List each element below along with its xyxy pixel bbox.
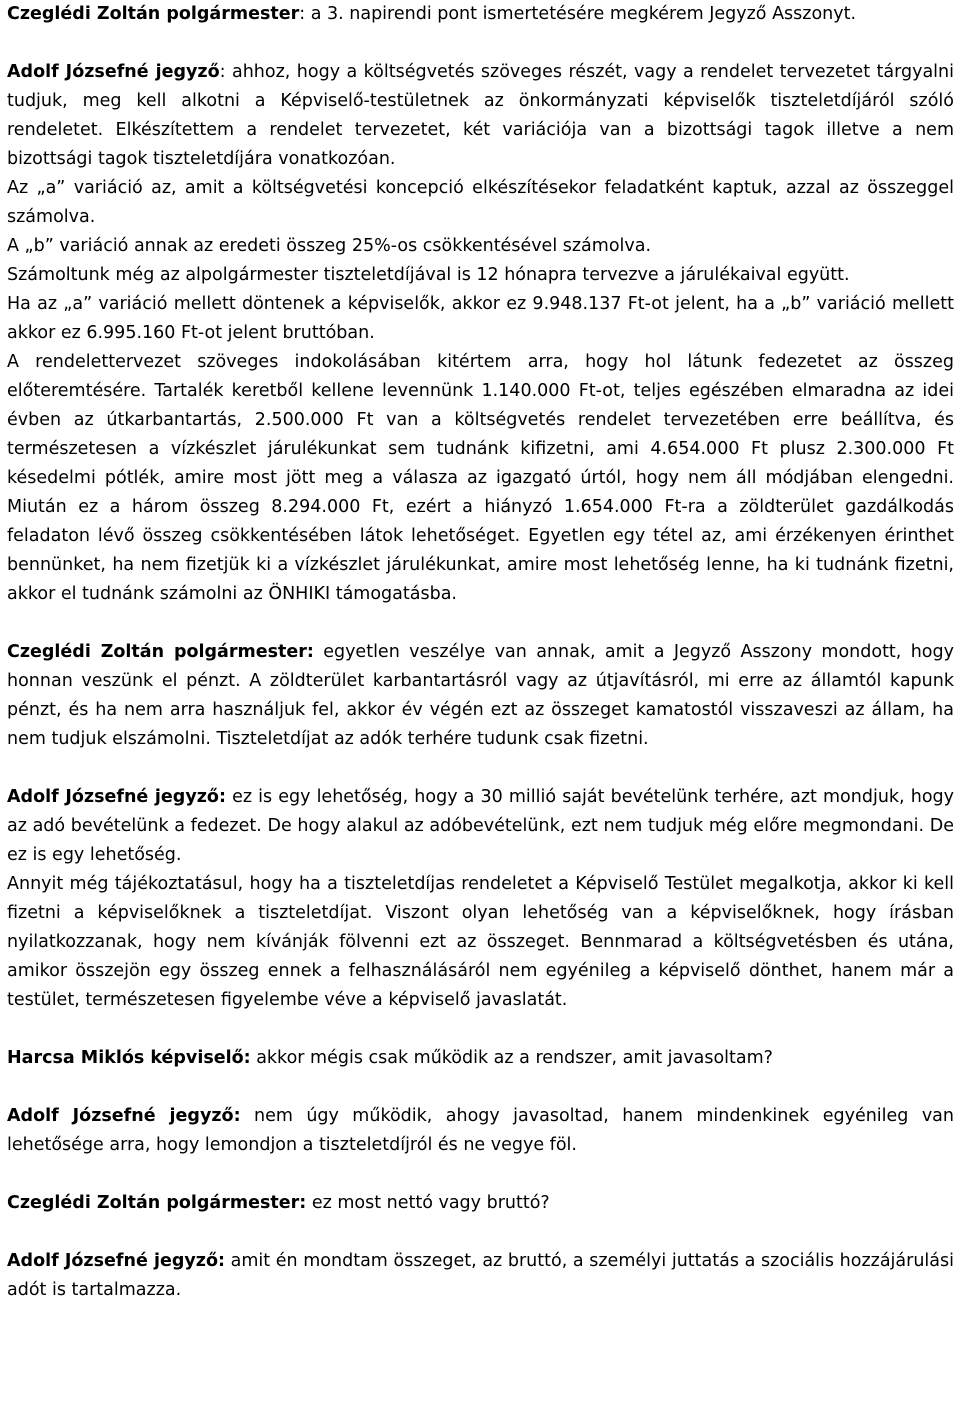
paragraph-text: nem úgy működik, ahogy javasoltad, hanem mindenkinek egyénileg van lehetősége arra, hogy lemondjon a tiszteletdíjról és ne vegye föl. [7, 1106, 954, 1155]
paragraph-text: Annyit még tájékoztatásul, hogy ha a tiszteletdíjas rendeletet a Képviselő Testület megalkotja, akkor ki kell fizetni a képviselőknek a tiszteletdíjat. Viszont olyan lehetőség van a képviselőknek, hogy írásban nyilatkozzanak, hogy nem kívánják fölvenni ezt az összeget. Bennmarad a költségvetésben és utána, amikor összejön egy összeg ennek a felhasználásáról nem egyénileg a képviselő dönthet, hanem már a testület, természetesen figyelembe véve a képviselő javaslatát. [7, 874, 954, 1010]
paragraph-text: A „b” variáció annak az eredeti összeg 25%-os csökkentésével számolva. [7, 236, 652, 256]
paragraph-4 [7, 232, 954, 261]
paragraph-10 [7, 870, 954, 1015]
paragraph-text: : a 3. napirendi pont ismertetésére megkérem Jegyző Asszonyt. [299, 4, 857, 24]
speaker-name: Adolf Józsefné jegyző: [7, 1106, 241, 1126]
paragraph-3 [7, 174, 954, 232]
speaker-name: Czeglédi Zoltán polgármester: [7, 1193, 307, 1213]
speaker-name: Adolf Józsefné jegyző: [7, 1251, 225, 1271]
speaker-name: Czeglédi Zoltán polgármester: [7, 642, 314, 662]
paragraph-9 [7, 783, 954, 870]
paragraph-text: A rendelettervezet szöveges indokolásában kitértem arra, hogy hol látunk fedezetet az összeg előteremtésére. Tartalék keretből kellene levennünk 1.140.000 Ft-ot, teljes egészében elmaradna az idei évben az útkarbantartás, 2.500.000 Ft van a költségvetés rendelet tervezetében erre beállítva, és természetesen a vízkészlet járulékunkat sem tudnánk kifizetni, ami 4.654.000 Ft plusz 2.300.000 Ft késedelmi pótlék, amire most jött meg a válasza az igazgató úrtól, hogy nem áll módjában elengedni. Miután ez a három összeg 8.294.000 Ft, ezért a hiányzó 1.654.000 Ft-ra a zöldterület gazdálkodás feladaton lévő összeg csökkentésében látok lehetőséget. Egyetlen egy tétel az, ami érzékenyen érinthet bennünket, ha nem fizetjük ki a vízkészlet járulékunkat, amire most lehetőség lenne, ha ki tudnánk fizetni, akkor el tudnánk számolni az ÖNHIKI támogatásba. [7, 352, 954, 604]
paragraph-6 [7, 290, 954, 348]
paragraph-8 [7, 638, 954, 754]
paragraph-text: Számoltunk még az alpolgármester tiszteletdíjával is 12 hónapra tervezve a járulékaival együtt. [7, 265, 850, 285]
paragraph-text: Ha az „a” variáció mellett döntenek a képviselők, akkor ez 9.948.137 Ft-ot jelent, ha a „b” variáció mellett akkor ez 6.995.160 Ft-ot jelent bruttóban. [7, 294, 954, 343]
paragraph-14 [7, 1247, 954, 1305]
paragraph-text: akkor mégis csak működik az a rendszer, amit javasoltam? [250, 1048, 773, 1068]
speaker-name: Harcsa Miklós képviselő: [7, 1048, 251, 1068]
paragraph-text: ez is egy lehetőség, hogy a 30 millió saját bevételünk terhére, azt mondjuk, hogy az adó bevételünk a fedezet. De hogy alakul az adóbevételünk, ezt nem tudjuk még előre megmondani. De ez is egy lehetőség. [7, 787, 954, 865]
paragraph-text: : ahhoz, hogy a költségvetés szöveges részét, vagy a rendelet tervezetet tárgyalni tudjuk, meg kell alkotni a Képviselő-testületnek az önkormányzati képviselők tiszteletdíjáról szóló rendeletet. Elkészítettem a rendelet tervezetet, két variációja van a bizottsági tagok illetve a nem bizottsági tagok tiszteletdíjára vonatkozóan. [7, 62, 954, 169]
paragraph-1 [7, 0, 954, 29]
paragraph-12 [7, 1102, 954, 1160]
speaker-name: Czeglédi Zoltán polgármester [7, 4, 300, 24]
paragraph-text: egyetlen veszélye van annak, amit a Jegyző Asszony mondott, hogy honnan veszünk el pénzt. A zöldterület karbantartásról vagy az útjavításról, mi erre az államtól kapunk pénzt, és ha nem arra használjuk fel, akkor év végén ezt az összeget kamatostól visszaveszi az állam, ha nem tudjuk elszámolni. Tiszteletdíjat az adók terhére tudunk csak fizetni. [7, 642, 954, 749]
paragraph-11 [7, 1044, 954, 1073]
paragraph-2 [7, 58, 954, 174]
speaker-name: Adolf Józsefné jegyző [7, 62, 220, 82]
speaker-name: Adolf Józsefné jegyző: [7, 787, 226, 807]
paragraph-13 [7, 1189, 954, 1218]
paragraph-text: ez most nettó vagy bruttó? [306, 1193, 550, 1213]
paragraph-text: amit én mondtam összeget, az bruttó, a személyi juttatás a szociális hozzájárulási adót is tartalmazza. [7, 1251, 954, 1300]
paragraph-7 [7, 348, 954, 609]
paragraph-text: Az „a” variáció az, amit a költségvetési koncepció elkészítésekor feladatként kaptuk, azzal az összeggel számolva. [7, 178, 954, 227]
paragraph-5 [7, 261, 954, 290]
